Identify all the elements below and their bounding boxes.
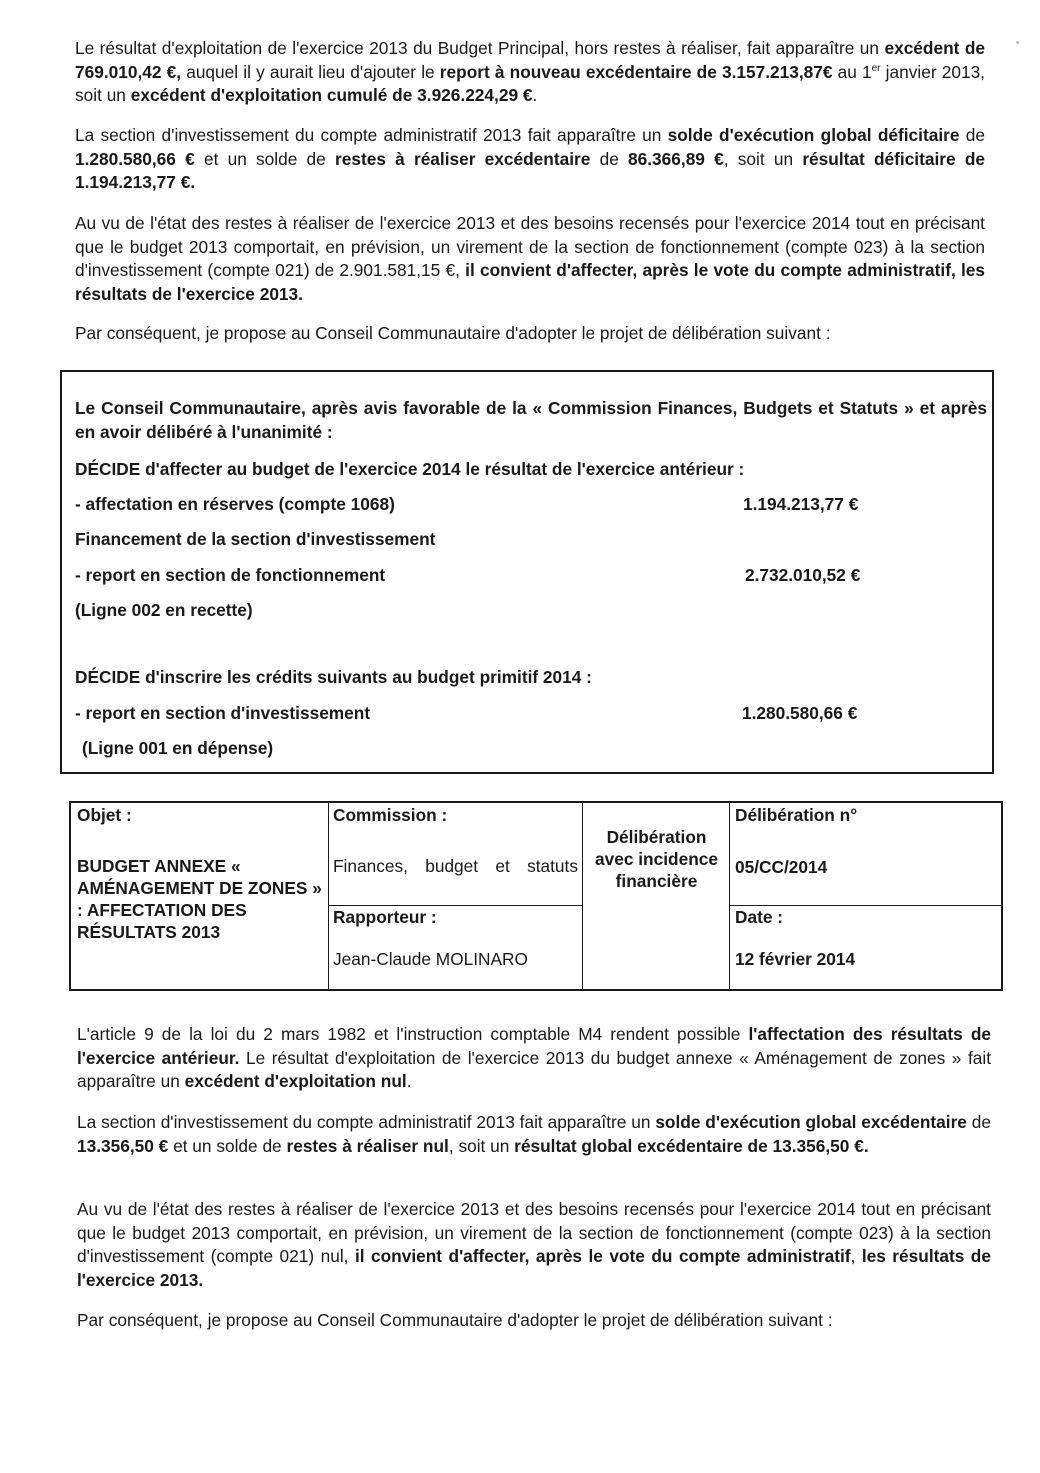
paragraph-annexe-proposition: Par conséquent, je propose au Conseil Communautaire d'adopter le projet de délibération suivant : [77,1310,833,1330]
commission-label: Commission : [333,805,448,825]
ligne-001: (Ligne 001 en dépense) [82,738,274,758]
table-divider [328,803,329,989]
table-divider [582,803,583,989]
scan-speck [1016,41,1019,44]
objet-value: BUDGET ANNEXE « AMÉNAGEMENT DE ZONES » : AFFECTATION DES RÉSULTATS 2013 [77,856,322,942]
paragraph-proposition: Par conséquent, je propose au Conseil Communautaire d'adopter le projet de délibération suivant : [75,323,831,343]
table-divider [729,803,730,989]
decide-inscrire: DÉCIDE d'inscrire les crédits suivants au budget primitif 2014 : [75,667,592,687]
deliberation-box [60,370,994,774]
financement-label: Financement de la section d'investissement [75,529,436,549]
fonctionnement-amount: 2.732.010,52 € [745,565,861,585]
rapporteur-label: Rapporteur : [333,907,437,927]
objet-label: Objet : [77,805,132,825]
paragraph-section-investissement: La section d'investissement du compte administratif 2013 fait apparaître un solde d'exécution global déficitaire de 1.280.580,66 € et un solde de restes à réaliser excédentaire de 86.366,89 €, soit un résultat déficitaire de 1.194.213,77 €. [75,125,985,192]
paragraph-resultat-exploitation: Le résultat d'exploitation de l'exercice 2013 du Budget Principal, hors restes à réaliser, fait apparaître un excédent de 769.010,42 €, auquel il y aurait lieu d'ajouter le report à nouveau excédentaire de 3.157.213,87€ au 1er janvier 2013, soit un excédent d'exploitation cumulé de 3.926.224,29 €. [75,38,986,105]
deliberation-number: 05/CC/2014 [735,857,828,877]
commission-value: Finances, budget et statuts [333,856,578,876]
date-value: 12 février 2014 [735,949,856,969]
investissement-amount: 1.280.580,66 € [742,703,858,723]
rapporteur-value: Jean-Claude MOLINARO [333,949,528,969]
incidence-financiere: Délibération avec incidence financière [595,827,718,891]
reserves-amount: 1.194.213,77 € [743,494,859,514]
paragraph-article-9: L'article 9 de la loi du 2 mars 1982 et l'instruction comptable M4 rendent possible l'affectation des résultats de l'exercice antérieur. Le résultat d'exploitation de l'exercice 2013 du budget annexe « Aménagement de zones » fait apparaître un excédent d'exploitation nul. [77,1024,991,1091]
reserves-label: - affectation en réserves (compte 1068) [75,494,395,514]
fonctionnement-label: - report en section de fonctionnement [75,565,386,585]
deliberation-label: Délibération n° [735,805,858,825]
deliberation-intro: Le Conseil Communautaire, après avis favorable de la « Commission Finances, Budgets et Statuts » et après en avoir délibéré à l'unanimité : [75,398,987,442]
deliberation-header-table [69,801,1003,991]
date-label: Date : [735,907,784,927]
ligne-002: (Ligne 002 en recette) [75,600,253,620]
paragraph-annexe-restes: Au vu de l'état des restes à réaliser de l'exercice 2013 et des besoins recensés pour l'exercice 2014 tout en précisant que le budget 2013 comportait, en prévision, un virement de la section de fonctionnement (compte 023) à la section d'investissement (compte 021) nul, il convient d'affecter, après le vote du compte administratif, les résultats de l'exercice 2013. [77,1199,991,1290]
paragraph-annexe-investissement: La section d'investissement du compte administratif 2013 fait apparaître un solde d'exécution global excédentaire de 13.356,50 € et un solde de restes à réaliser nul, soit un résultat global excédentaire de 13.356,50 €. [77,1112,991,1156]
decide-affecter: DÉCIDE d'affecter au budget de l'exercice 2014 le résultat de l'exercice antérieur : [75,459,745,479]
paragraph-restes-a-realiser: Au vu de l'état des restes à réaliser de l'exercice 2013 et des besoins recensés pour l'exercice 2014 tout en précisant que le budget 2013 comportait, en prévision, un virement de la section de fonctionnement (compte 023) à la section d'investissement (compte 021) de 2.901.581,15 €, il convient d'affecter, après le vote du compte administratif, les résultats de l'exercice 2013. [75,213,986,304]
investissement-label: - report en section d'investissement [75,703,371,723]
